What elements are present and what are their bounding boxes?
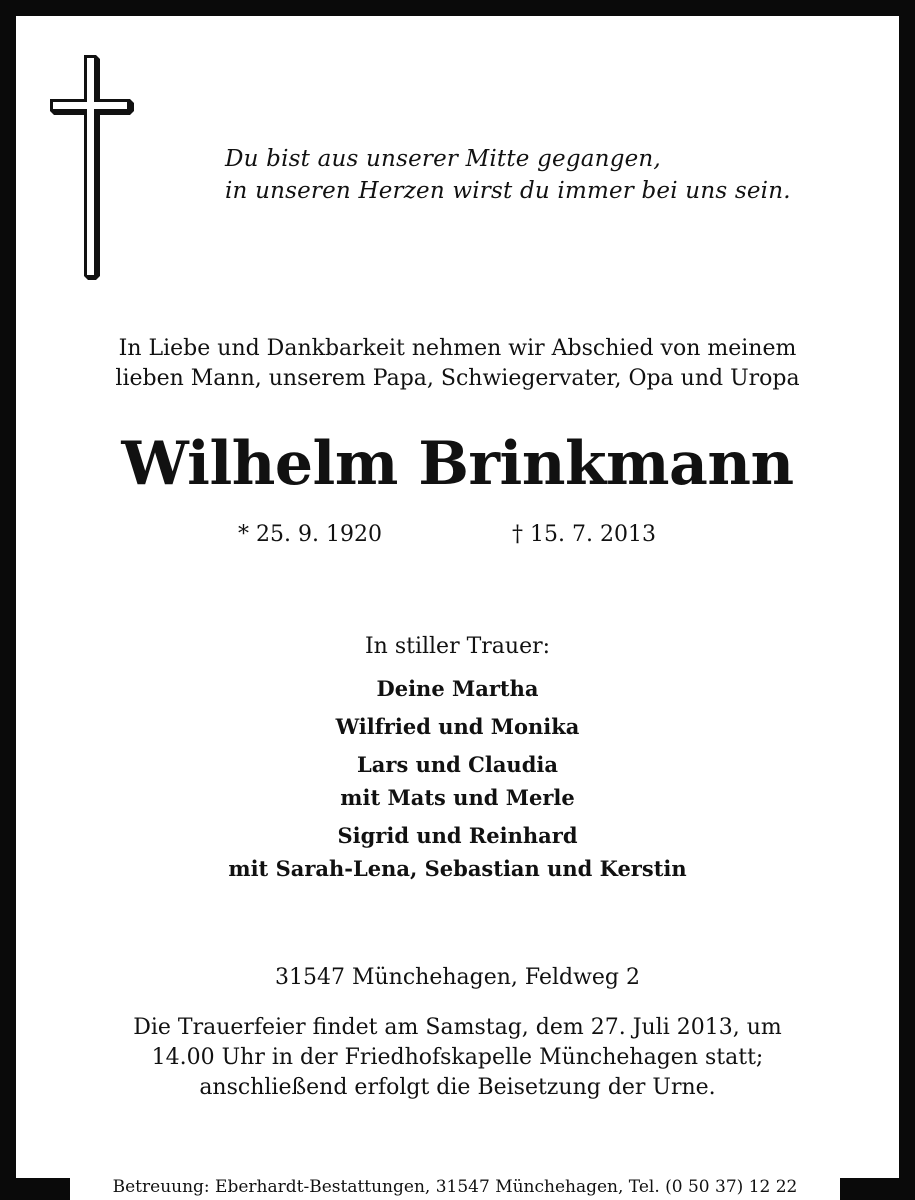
mourner-group — [30, 748, 885, 814]
deceased-name: Wilhelm Brinkmann — [121, 429, 794, 499]
funeral-home-footer: Betreuung: Eberhardt-Bestattungen, 31547 Münchehagen, Tel. (0 50 37) 12 22 — [70, 1174, 840, 1200]
ceremony-details — [30, 1013, 885, 1103]
mourner-group — [30, 672, 885, 705]
ceremony-line: 14.00 Uhr in der Friedhofskapelle Münchehagen statt; — [151, 1045, 764, 1070]
mourner-group — [30, 819, 885, 885]
death-date: † 15. 7. 2013 — [512, 522, 656, 547]
verse-line: Du bist aus unserer Mitte gegangen, — [225, 146, 661, 172]
ceremony-line: Die Trauerfeier findet am Samstag, dem 27. Juli 2013, um — [133, 1015, 782, 1040]
mourner-line: mit Sarah-Lena, Sebastian und Kerstin — [228, 856, 687, 881]
mourner-line: Sigrid und Reinhard — [337, 823, 578, 848]
cross-icon — [50, 55, 140, 280]
intro-line: In Liebe und Dankbarkeit nehmen wir Abschied von meinem — [118, 336, 797, 361]
birth-date: * 25. 9. 1920 — [238, 522, 382, 547]
intro-line: lieben Mann, unserem Papa, Schwiegervater, Opa und Uropa — [115, 366, 800, 391]
memorial-verse — [225, 143, 885, 207]
mourner-line: mit Mats und Merle — [340, 785, 575, 810]
mourner-line: Deine Martha — [376, 676, 539, 701]
mourner-line: Lars und Claudia — [357, 752, 558, 777]
mourner-line: Wilfried und Monika — [335, 714, 580, 739]
mourner-list — [30, 672, 885, 890]
intro-text — [30, 334, 885, 394]
verse-line: in unseren Herzen wirst du immer bei uns sein. — [225, 178, 791, 204]
mourning-label: In stiller Trauer: — [364, 634, 551, 659]
family-address: 31547 Münchehagen, Feldweg 2 — [274, 965, 641, 990]
mourner-group — [30, 710, 885, 743]
ceremony-line: anschließend erfolgt die Beisetzung der Urne. — [199, 1075, 716, 1100]
